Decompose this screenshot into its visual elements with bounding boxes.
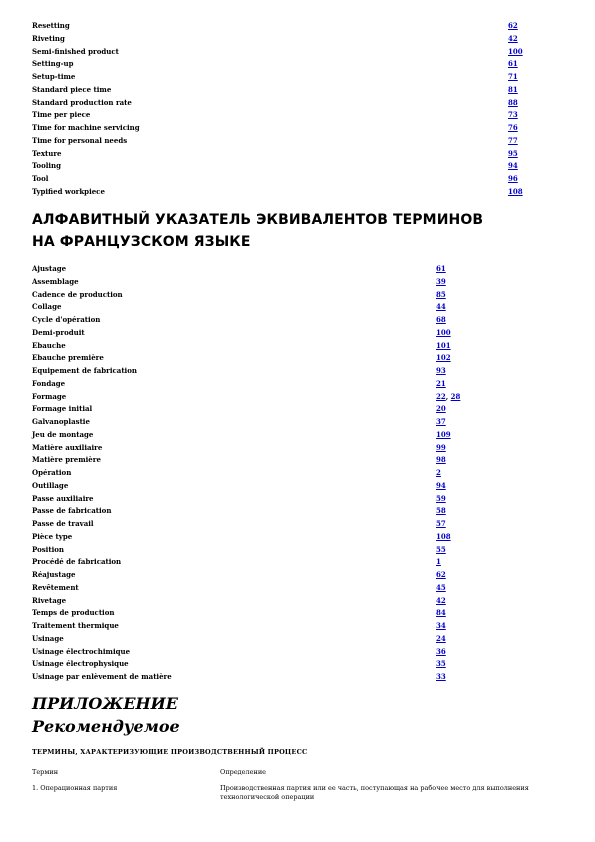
- index-refs: [436, 569, 446, 582]
- index-refs: [436, 518, 446, 531]
- index-term: Position: [32, 544, 64, 554]
- index-refs: [436, 544, 446, 557]
- index-refs: [436, 301, 446, 314]
- index-entry: [32, 582, 562, 595]
- index-entry: [32, 595, 562, 608]
- index-term: Matière première: [32, 455, 101, 465]
- index-refs: [508, 148, 518, 161]
- index-entry: [32, 620, 562, 633]
- index-refs: [436, 658, 446, 671]
- index-entry: [32, 671, 562, 684]
- index-ref-link[interactable]: 98: [436, 455, 446, 465]
- index-entry: [32, 493, 562, 506]
- index-refs: [436, 352, 451, 365]
- index-refs: [508, 46, 523, 59]
- index-ref-link[interactable]: 42: [436, 595, 446, 605]
- index-entry: [32, 148, 562, 161]
- english-term-index: [32, 20, 562, 199]
- index-entry: [32, 20, 562, 33]
- index-entry: [32, 186, 562, 199]
- index-refs: [436, 378, 446, 391]
- index-term: Rivetage: [32, 595, 67, 605]
- index-ref-link[interactable]: 21: [436, 378, 446, 388]
- index-entry: [32, 173, 562, 186]
- index-refs: [508, 71, 518, 84]
- index-refs: [436, 391, 460, 404]
- index-term: Ajustage: [32, 264, 67, 273]
- index-refs: [436, 646, 446, 659]
- index-term: Revêtement: [32, 582, 79, 592]
- index-ref-link[interactable]: 55: [436, 544, 446, 554]
- french-index-heading-line2: НА ФРАНЦУЗСКОМ ЯЗЫКЕ: [32, 234, 251, 250]
- index-entry: [32, 365, 562, 378]
- terms-table: [32, 768, 572, 814]
- index-refs: [436, 429, 451, 442]
- index-entry: [32, 352, 562, 365]
- index-refs: [508, 97, 518, 110]
- index-refs: [436, 480, 446, 493]
- appendix-title: ПРИЛОЖЕНИЕ: [32, 694, 178, 713]
- index-refs: [436, 403, 446, 416]
- index-term: Outillage: [32, 480, 69, 490]
- index-entry: [32, 403, 562, 416]
- index-ref-link[interactable]: 95: [508, 148, 518, 158]
- index-term: Matière auxiliaire: [32, 442, 103, 452]
- index-ref-link[interactable]: 44: [436, 302, 446, 312]
- index-entry: [32, 607, 562, 620]
- index-refs: [436, 365, 446, 378]
- index-ref-link[interactable]: 57: [436, 519, 446, 528]
- index-refs: [436, 416, 446, 429]
- index-entry: [32, 263, 562, 276]
- index-entry: [32, 556, 562, 569]
- appendix-subtitle: Рекомендуемое: [32, 717, 180, 736]
- index-term: Riveting: [32, 33, 65, 43]
- index-term: Demi-produit: [32, 327, 85, 337]
- index-term: Equipement de fabrication: [32, 366, 137, 375]
- index-refs: [508, 186, 523, 199]
- index-ref-link[interactable]: 81: [508, 84, 518, 94]
- index-refs: [436, 467, 441, 480]
- index-refs: [508, 122, 518, 135]
- index-refs: [508, 173, 518, 186]
- index-term: Temps de production: [32, 608, 115, 618]
- index-term: Collage: [32, 302, 62, 312]
- table-cell-term: 1. Операционная партия: [32, 784, 118, 792]
- index-term: Typified workpiece: [32, 186, 105, 196]
- index-refs: [508, 135, 518, 148]
- index-refs: [508, 20, 518, 33]
- index-entry: [32, 429, 562, 442]
- table-header-row: [32, 768, 572, 784]
- ref-separator: ,: [445, 391, 451, 401]
- index-ref-link[interactable]: 28: [450, 391, 461, 401]
- index-entry: [32, 135, 562, 148]
- index-term: Semi-finished product: [32, 46, 119, 56]
- index-term: Ebauche: [32, 340, 66, 350]
- index-refs: [508, 109, 518, 122]
- index-term: Cycle d'opération: [32, 315, 101, 324]
- index-refs: [436, 633, 446, 646]
- index-term: Usinage électrochimique: [32, 646, 131, 656]
- index-refs: [436, 493, 446, 506]
- index-ref-link[interactable]: 2: [436, 468, 441, 477]
- index-ref-link[interactable]: 61: [436, 264, 446, 273]
- index-entry: [32, 416, 562, 429]
- table-header-definition: Определение: [220, 768, 267, 776]
- index-ref-link[interactable]: 37: [436, 417, 446, 426]
- index-refs: [436, 531, 451, 544]
- index-refs: [436, 454, 446, 467]
- index-entry: [32, 160, 562, 173]
- index-term: Setting-up: [32, 59, 74, 69]
- index-ref-link[interactable]: 93: [436, 366, 446, 375]
- index-entry: [32, 289, 562, 302]
- table-cell-definition: Производственная партия или ее часть, поступающая на рабочее место для выполнения технологической операции: [220, 784, 529, 801]
- index-refs: [436, 620, 446, 633]
- index-ref-link[interactable]: 84: [436, 608, 446, 618]
- index-ref-link[interactable]: 85: [436, 289, 446, 299]
- index-ref-link[interactable]: 99: [436, 442, 446, 452]
- index-refs: [436, 314, 446, 327]
- index-ref-link[interactable]: 102: [436, 353, 451, 363]
- index-ref-link[interactable]: 62: [436, 570, 446, 579]
- index-refs: [436, 505, 446, 518]
- index-term: Ebauche première: [32, 353, 104, 363]
- index-refs: [436, 263, 446, 276]
- index-ref-link[interactable]: 109: [436, 429, 451, 439]
- index-entry: [32, 340, 562, 353]
- index-refs: [436, 327, 451, 340]
- index-term: Time for personal needs: [32, 135, 128, 145]
- index-term: Traitement thermique: [32, 621, 119, 630]
- index-term: Resetting: [32, 21, 70, 30]
- index-ref-link[interactable]: 62: [508, 21, 518, 30]
- index-term: Standard production rate: [32, 97, 132, 107]
- index-ref-link[interactable]: 36: [436, 646, 446, 656]
- index-term: Formage: [32, 391, 67, 401]
- index-ref-link[interactable]: 33: [436, 672, 446, 681]
- index-refs: [436, 582, 446, 595]
- index-ref-link[interactable]: 35: [436, 659, 446, 669]
- index-ref-link[interactable]: 22: [436, 391, 446, 401]
- index-term: Assemblage: [32, 276, 79, 286]
- french-index-heading: [32, 209, 483, 253]
- index-term: Passe de fabrication: [32, 506, 112, 516]
- appendix-section-title: ТЕРМИНЫ, ХАРАКТЕРИЗУЮЩИЕ ПРОИЗВОДСТВЕННЫЙ ПРОЦЕСС: [32, 748, 308, 756]
- index-ref-link[interactable]: 68: [436, 315, 446, 324]
- index-refs: [436, 607, 446, 620]
- index-entry: [32, 544, 562, 557]
- index-ref-link[interactable]: 108: [508, 186, 523, 196]
- index-entry: [32, 391, 562, 404]
- index-entry: [32, 505, 562, 518]
- index-term: Setup-time: [32, 72, 76, 81]
- index-entry: [32, 646, 562, 659]
- index-term: Time for machine servicing: [32, 123, 140, 132]
- index-ref-link[interactable]: 73: [508, 110, 518, 120]
- index-refs: [436, 556, 441, 569]
- index-entry: [32, 518, 562, 531]
- index-entry: [32, 480, 562, 493]
- index-ref-link[interactable]: 71: [508, 72, 518, 81]
- index-ref-link[interactable]: 100: [508, 46, 523, 56]
- index-ref-link[interactable]: 108: [436, 531, 451, 541]
- index-ref-link[interactable]: 94: [436, 480, 446, 490]
- index-entry: [32, 531, 562, 544]
- index-ref-link[interactable]: 58: [436, 506, 446, 516]
- index-refs: [436, 289, 446, 302]
- index-term: Passe auxiliaire: [32, 493, 94, 503]
- index-entry: [32, 276, 562, 289]
- index-entry: [32, 84, 562, 97]
- index-refs: [508, 160, 518, 173]
- index-entry: [32, 454, 562, 467]
- french-term-index: [32, 263, 562, 684]
- index-ref-link[interactable]: 94: [508, 161, 518, 171]
- index-ref-link[interactable]: 34: [436, 621, 446, 630]
- index-refs: [436, 595, 446, 608]
- index-term: Cadence de production: [32, 289, 123, 299]
- index-ref-link[interactable]: 77: [508, 135, 518, 145]
- index-entry: [32, 301, 562, 314]
- index-ref-link[interactable]: 39: [436, 276, 446, 286]
- index-entry: [32, 569, 562, 582]
- index-term: Procédé de fabrication: [32, 557, 122, 567]
- index-term: Passe de travail: [32, 519, 94, 528]
- index-term: Tooling: [32, 161, 62, 171]
- index-term: Opération: [32, 468, 72, 477]
- index-ref-link[interactable]: 61: [508, 59, 518, 69]
- index-entry: [32, 658, 562, 671]
- index-entry: [32, 58, 562, 71]
- index-term: Fondage: [32, 378, 66, 388]
- index-term: Formage initial: [32, 404, 93, 414]
- index-term: Réajustage: [32, 570, 76, 579]
- index-term: Time per piece: [32, 110, 91, 120]
- index-entry: [32, 97, 562, 110]
- index-entry: [32, 109, 562, 122]
- index-term: Usinage par enlèvement de matière: [32, 672, 172, 681]
- index-refs: [508, 33, 518, 46]
- index-ref-link[interactable]: 100: [436, 327, 451, 337]
- index-refs: [436, 671, 446, 684]
- index-refs: [436, 340, 451, 353]
- index-term: Tool: [32, 174, 49, 183]
- index-term: Texture: [32, 148, 62, 158]
- index-refs: [508, 84, 518, 97]
- table-row: [32, 784, 572, 814]
- index-term: Pièce type: [32, 531, 73, 541]
- index-entry: [32, 122, 562, 135]
- index-ref-link[interactable]: 88: [508, 97, 518, 107]
- index-entry: [32, 633, 562, 646]
- index-ref-link[interactable]: 96: [508, 174, 518, 183]
- index-ref-link[interactable]: 101: [436, 340, 451, 350]
- index-entry: [32, 33, 562, 46]
- index-entry: [32, 314, 562, 327]
- index-ref-link[interactable]: 42: [508, 33, 518, 43]
- index-ref-link[interactable]: 24: [436, 633, 446, 643]
- index-entry: [32, 442, 562, 455]
- index-term: Standard piece time: [32, 84, 112, 94]
- table-header-term: Термин: [32, 768, 59, 776]
- index-refs: [508, 58, 518, 71]
- index-entry: [32, 46, 562, 59]
- index-term: Jeu de montage: [32, 429, 94, 439]
- index-term: Galvanoplastie: [32, 417, 90, 426]
- index-refs: [436, 442, 446, 455]
- index-ref-link[interactable]: 45: [436, 582, 446, 592]
- index-ref-link[interactable]: 76: [508, 123, 518, 132]
- french-index-heading-line1: АЛФАВИТНЫЙ УКАЗАТЕЛЬ ЭКВИВАЛЕНТОВ ТЕРМИНОВ: [32, 212, 484, 228]
- index-entry: [32, 327, 562, 340]
- index-ref-link[interactable]: 59: [436, 493, 446, 503]
- index-term: Usinage: [32, 633, 64, 643]
- index-refs: [436, 276, 446, 289]
- index-entry: [32, 71, 562, 84]
- index-entry: [32, 378, 562, 391]
- index-ref-link[interactable]: 20: [436, 404, 446, 414]
- index-entry: [32, 467, 562, 480]
- index-ref-link[interactable]: 1: [436, 557, 441, 567]
- index-term: Usinage électrophysique: [32, 659, 129, 669]
